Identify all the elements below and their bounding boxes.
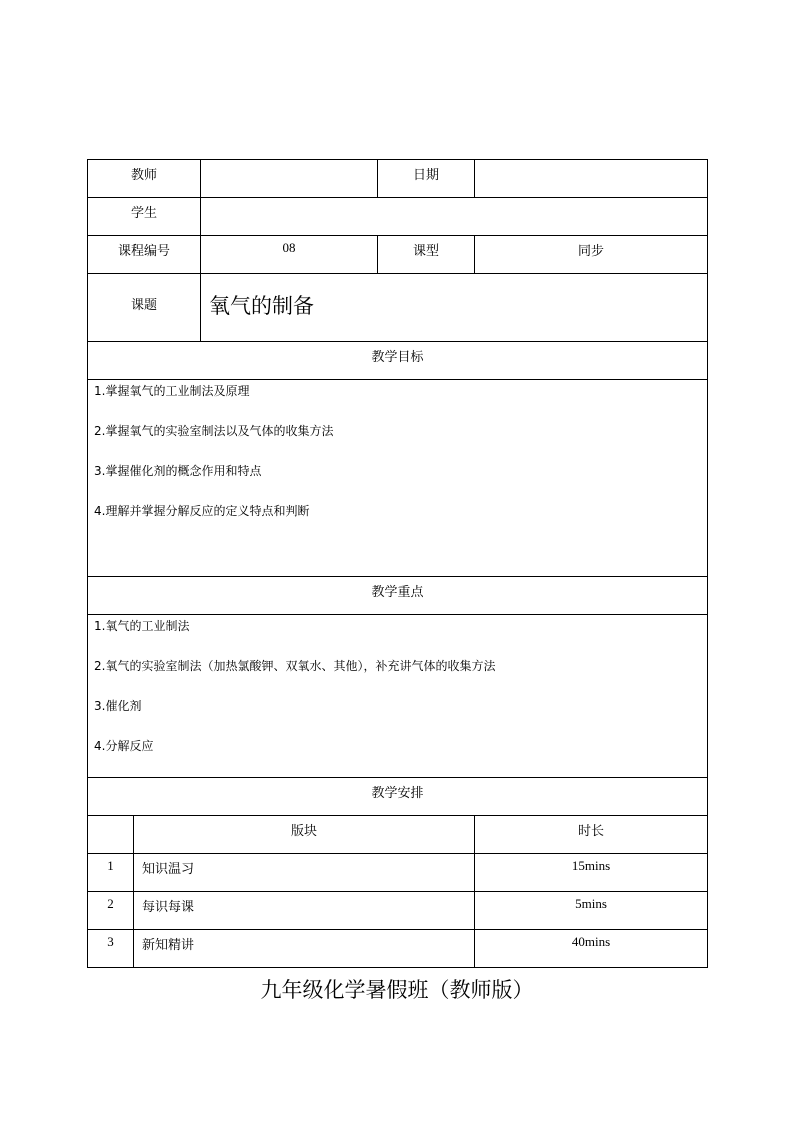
lesson-type-label: 课型 (378, 236, 475, 274)
key-point-item: 4.分解反应 (94, 739, 154, 753)
schedule-section-header: 版块 (134, 816, 475, 854)
key-points-heading-row (88, 577, 708, 615)
schedule-duration-header: 时长 (475, 816, 708, 854)
key-point-item: 1.氧气的工业制法 (94, 619, 190, 633)
objectives-list (88, 380, 708, 577)
schedule-index: 3 (88, 930, 134, 968)
lesson-plan-table (87, 159, 708, 968)
key-points-list (88, 615, 708, 778)
objective-item: 4.理解并掌握分解反应的定义特点和判断 (94, 504, 310, 518)
key-points-row (88, 615, 708, 778)
student-label: 学生 (88, 198, 201, 236)
schedule-index-header (88, 816, 134, 854)
lesson-type-value: 同步 (475, 236, 708, 274)
objective-item: 2.掌握氧气的实验室制法以及气体的收集方法 (94, 424, 334, 438)
schedule-index: 2 (88, 892, 134, 930)
student-value (201, 198, 708, 236)
date-label: 日期 (378, 160, 475, 198)
objectives-heading: 教学目标 (88, 342, 708, 380)
schedule-header-row (88, 816, 708, 854)
schedule-index: 1 (88, 854, 134, 892)
key-points-heading: 教学重点 (88, 577, 708, 615)
key-point-item: 3.催化剂 (94, 699, 142, 713)
course-row (88, 236, 708, 274)
objectives-heading-row (88, 342, 708, 380)
schedule-duration: 40mins (475, 930, 708, 968)
schedule-heading-row (88, 778, 708, 816)
schedule-row (88, 854, 708, 892)
student-row (88, 198, 708, 236)
teacher-label: 教师 (88, 160, 201, 198)
teacher-row (88, 160, 708, 198)
topic-value: 氧气的制备 (201, 274, 708, 342)
page-footer-title: 九年级化学暑假班（教师版） (260, 978, 534, 1002)
date-value (475, 160, 708, 198)
objectives-row (88, 380, 708, 577)
schedule-duration: 5mins (475, 892, 708, 930)
schedule-section: 知识温习 (134, 854, 475, 892)
schedule-row (88, 930, 708, 968)
course-number-label: 课程编号 (88, 236, 201, 274)
objective-item: 3.掌握催化剂的概念作用和特点 (94, 464, 262, 478)
course-number-value: 08 (201, 236, 378, 274)
schedule-row (88, 892, 708, 930)
schedule-heading: 教学安排 (88, 778, 708, 816)
objective-item: 1.掌握氧气的工业制法及原理 (94, 384, 250, 398)
schedule-section: 新知精讲 (134, 930, 475, 968)
schedule-duration: 15mins (475, 854, 708, 892)
schedule-section: 每识每课 (134, 892, 475, 930)
topic-label: 课题 (88, 274, 201, 342)
teacher-value (201, 160, 378, 198)
key-point-item: 2.氧气的实验室制法（加热氯酸钾、双氧水、其他），补充讲气体的收集方法 (94, 659, 496, 673)
topic-row (88, 274, 708, 342)
